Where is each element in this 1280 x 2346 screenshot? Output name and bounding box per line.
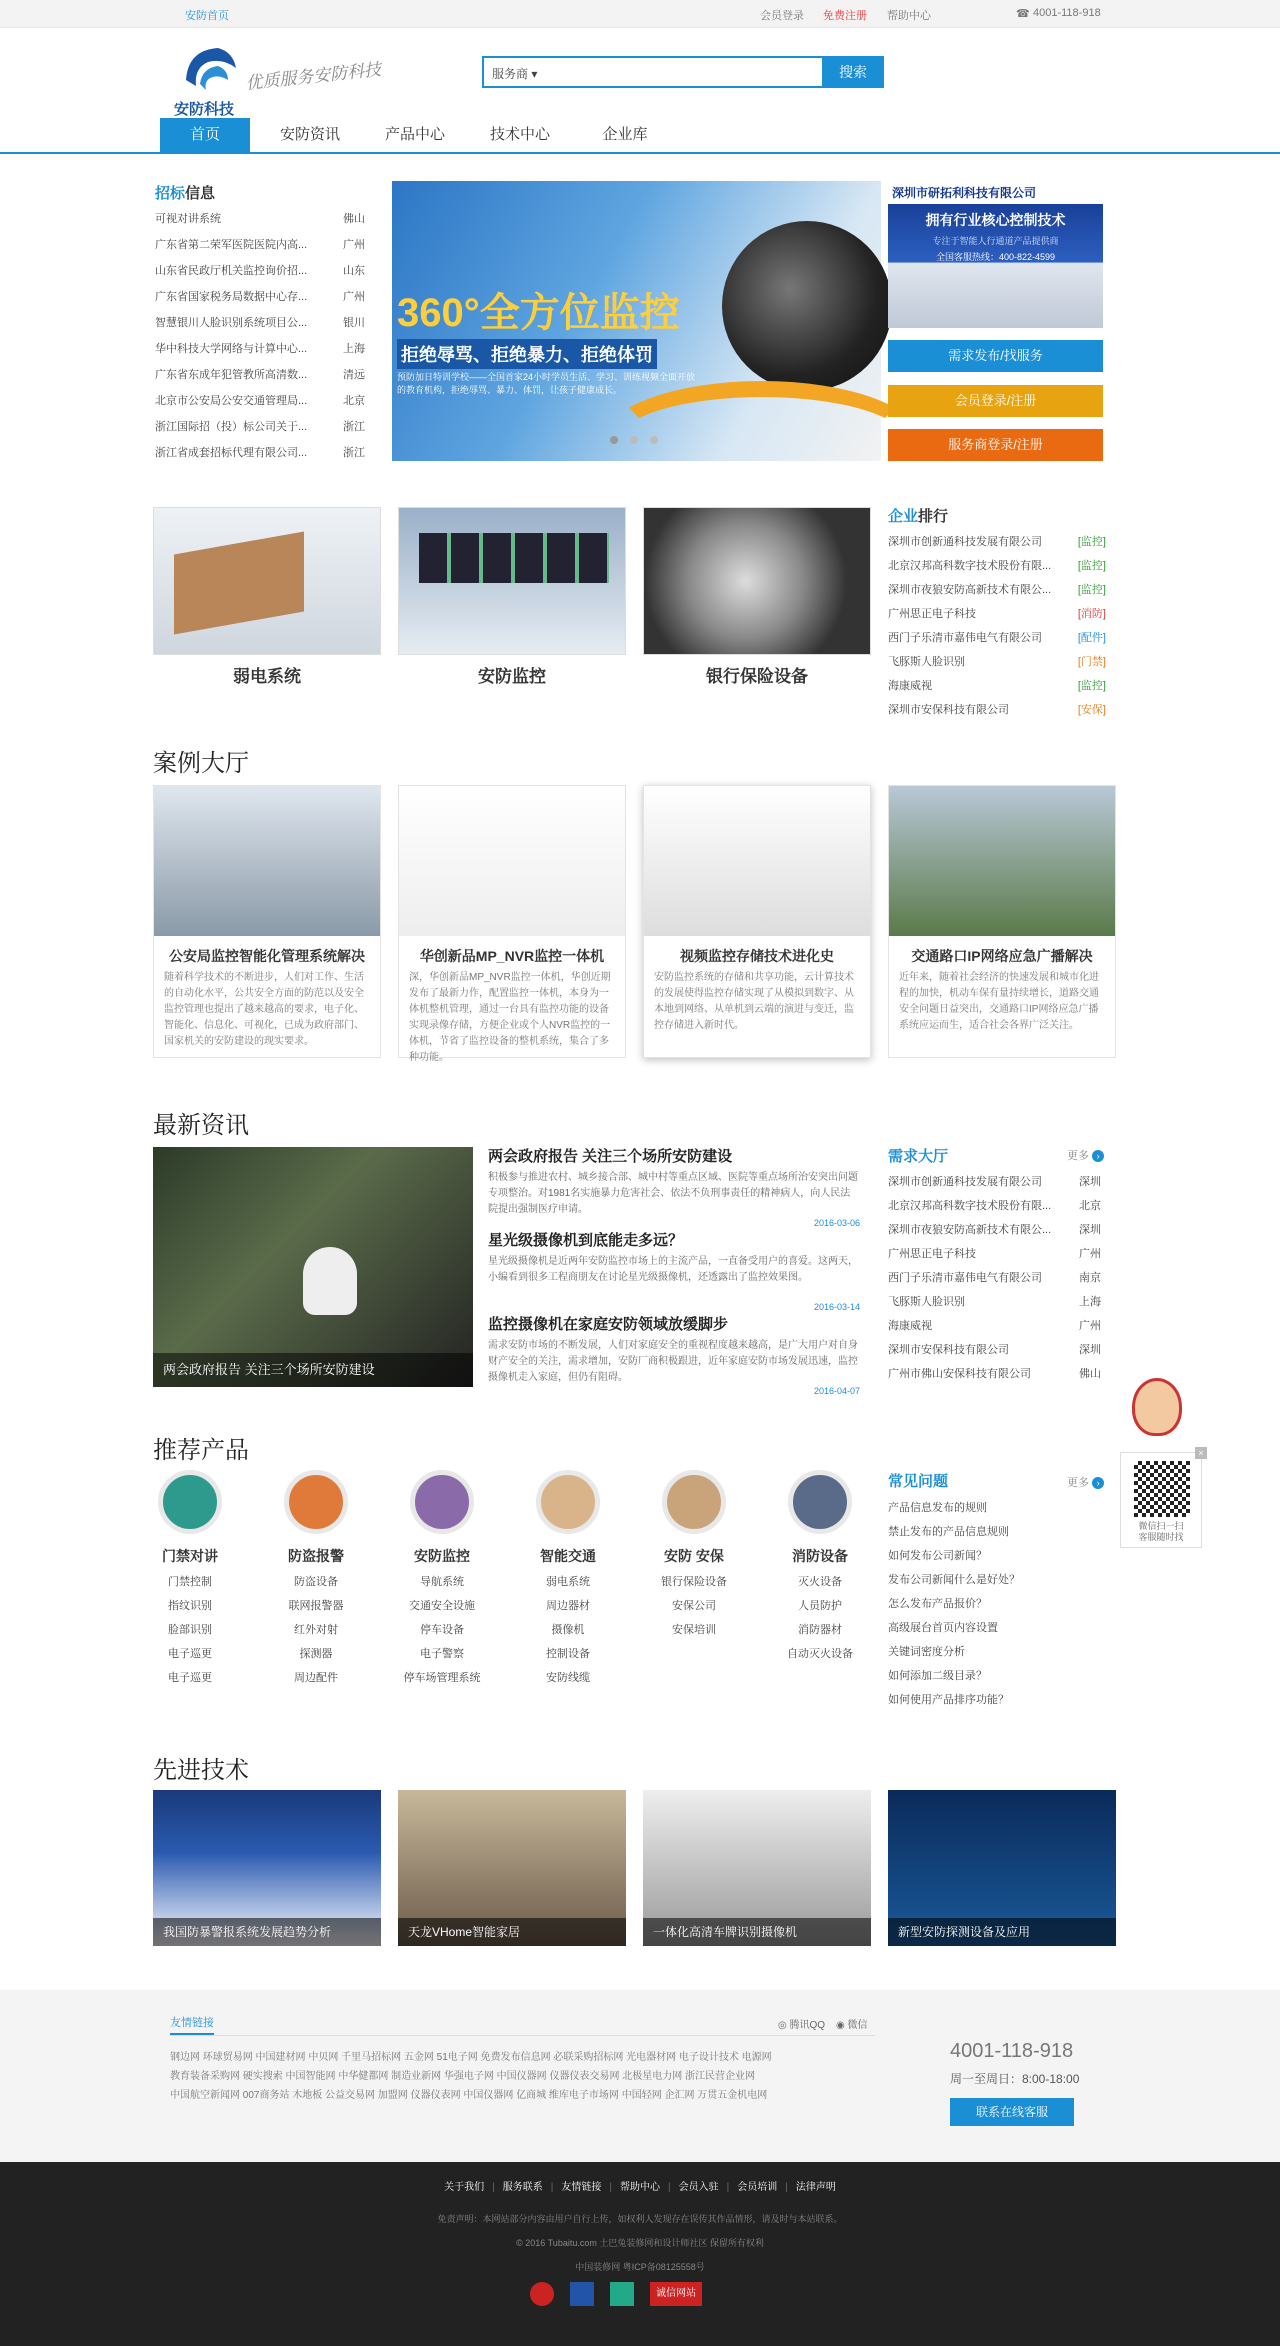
faq-list	[888, 1496, 1101, 1716]
ad-company: 深圳市研拓利科技有限公司	[888, 181, 1103, 204]
nav-home[interactable]: 首页	[160, 118, 250, 152]
product-category	[644, 1470, 744, 1642]
separator: |	[726, 2182, 730, 2193]
register-link[interactable]: 免费注册	[823, 10, 867, 22]
top-phone: 4001-118-918	[1033, 7, 1101, 19]
tender-item-title: 浙江省成套招标代理有限公司...	[155, 447, 308, 459]
case-image	[399, 786, 625, 936]
product-sub-link[interactable]: 电子巡更	[168, 1648, 212, 1660]
product-sub-link[interactable]: 防盗设备	[294, 1576, 338, 1588]
demand-item[interactable]	[888, 1218, 1101, 1242]
news-item-desc: 积极参与推进农村、城乡接合部、城中村等重点区域、医院等重点场所治安突出问题专项整治。对1981名实施暴力危害社会、依法不负刑事责任的精神病人，向人民法院提出强制医疗申请。	[488, 1172, 858, 1215]
ranking-item[interactable]	[888, 626, 1106, 650]
case-desc: 近年来，随着社会经济的快速发展和城市化进程的加快，机动车保有量持续增长，道路交通安全问题日益突出，交通路口IP网络应急广播系统应运而生，适合社会各界广泛关注。	[899, 972, 1099, 1031]
tech-caption: 新型安防探测设备及应用	[888, 1918, 1116, 1946]
tender-item-region: 佛山	[343, 213, 365, 225]
tender-item-title: 华中科技大学网络与计算中心...	[155, 343, 308, 355]
tools-icon[interactable]	[158, 1470, 222, 1534]
trust-badge-icon[interactable]	[610, 2282, 634, 2306]
friend-links-row[interactable]: 钢边网 环球贸易网 中国建材网 中贝网 千里马招标网 五金网 51电子网 免费发布信息网 必联采购招标网 光电器材网 电子设计技术 电源网	[170, 2052, 772, 2063]
separator: |	[492, 2182, 495, 2193]
tech-caption: 天龙VHome智能家居	[398, 1918, 626, 1946]
links-rows	[170, 2048, 875, 2105]
product-category-name[interactable]: 消防设备	[792, 1548, 848, 1564]
tender-item-region: 浙江	[343, 447, 365, 459]
logo-icon[interactable]	[178, 40, 240, 102]
security-badge-icon[interactable]	[570, 2282, 594, 2306]
news-item[interactable]	[488, 1313, 860, 1396]
demand-item[interactable]	[888, 1266, 1101, 1290]
news-item-desc: 星光级摄像机是近两年安防监控市场上的主流产品，一直备受用户的喜爱。这两天，小编看到很多工程商朋友在讨论星光级摄像机，还透露出了监控效果图。	[488, 1256, 858, 1283]
news-item-desc: 需求安防市场的不断发展，人们对家庭安全的重视程度越来越高，是广大用户对自身财产安全的关注，需求增加，安防厂商积极跟进，近年家庭安防市场发展迅速，监控摄像机走入家庭，但仍有阻碍。	[488, 1340, 858, 1383]
case-title: 公安局监控智能化管理系统解决	[169, 948, 365, 964]
demand-company: 深圳市创新通科技发展有限公司	[888, 1176, 1042, 1188]
product-sub-link[interactable]: 指纹识别	[168, 1600, 212, 1612]
ranking-company: 海康威视	[888, 680, 932, 692]
footer-link[interactable]: 法律声明	[795, 2182, 836, 2193]
police-badge-icon[interactable]	[530, 2282, 554, 2306]
ranking-tag: [消防]	[1077, 608, 1106, 620]
faq-item[interactable]: 如何使用产品排序功能？	[888, 1694, 1009, 1706]
product-sub-list	[518, 1570, 618, 1690]
case-desc: 随着科学技术的不断进步，人们对工作、生活的自动化水平，公共安全方面的防范以及安全监控管理也提出了越来越高的要求，电子化、智能化、信息化、可视化，已成为政府部门、国家机关的安防建设的现实要求。	[164, 972, 364, 1047]
tech-card[interactable]	[643, 1790, 871, 1946]
tender-item[interactable]	[155, 285, 365, 309]
demand-item[interactable]	[888, 1194, 1101, 1218]
nav-tech[interactable]: 技术中心	[489, 126, 550, 143]
demand-item[interactable]	[888, 1362, 1101, 1386]
case-title: 交通路口IP网络应急广播解决	[911, 948, 1093, 964]
qq-icon: ◎	[778, 2020, 787, 2031]
tender-item[interactable]	[155, 311, 365, 335]
demand-region: 广州	[1079, 1248, 1101, 1260]
main-nav	[0, 118, 1280, 154]
banner-subheadline: 拒绝辱骂、拒绝暴力、拒绝体罚	[397, 339, 657, 369]
member-login-button[interactable]: 会员登录/注册	[888, 385, 1103, 417]
product-sub-list	[266, 1570, 366, 1690]
tender-item-region: 清远	[343, 369, 365, 381]
ad-phone: 全国客服热线：400-822-4599	[935, 252, 1056, 262]
footer-link[interactable]: 服务联系	[502, 2182, 543, 2193]
ranking-tag: [监控]	[1077, 560, 1106, 572]
news-item-title: 监控摄像机在家庭安防领域放缓脚步	[488, 1316, 729, 1333]
tech-card[interactable]	[888, 1790, 1116, 1946]
tender-item-title: 可视对讲系统	[155, 213, 221, 225]
friend-links-row[interactable]: 教育装备采购网 硬实搜索 中国智能网 中华健都网 制造业新网 华强电子网 中国仪器网 仪器仪表交易网 北极星电力网 浙江民营企业网	[170, 2071, 756, 2082]
tender-title: 招标信息	[155, 185, 216, 202]
demand-company: 深圳市夜狼安防高新技术有限公...	[888, 1224, 1052, 1236]
demand-region: 南京	[1079, 1272, 1101, 1284]
demand-region: 广州	[1079, 1320, 1101, 1332]
faq-item[interactable]: 如何发布公司新闻？	[888, 1550, 987, 1562]
ranking-tag: [监控]	[1077, 584, 1106, 596]
demand-publish-button[interactable]: 需求发布/找服务	[888, 340, 1103, 372]
case-title: 视频监控存储技术进化史	[680, 948, 834, 964]
news-item-date: 2016-03-14	[813, 1302, 860, 1312]
tender-item-region: 银川	[343, 317, 365, 329]
product-category-name[interactable]: 门禁对讲	[162, 1548, 218, 1564]
demand-item[interactable]	[888, 1242, 1101, 1266]
faq-item[interactable]: 产品信息发布的规则	[888, 1502, 987, 1514]
product-sub-link[interactable]: 脸部识别	[168, 1624, 212, 1636]
qr-text: 微信扫一扫 客服随时找	[1138, 1521, 1184, 1542]
product-sub-list	[644, 1570, 744, 1642]
ranking-company: 北京汉邦高科数字技术股份有限...	[888, 560, 1052, 572]
product-sub-link[interactable]: 交通安全设施	[409, 1600, 475, 1612]
product-category-name[interactable]: 防盗报警	[288, 1548, 344, 1564]
help-link[interactable]: 帮助中心	[887, 10, 931, 22]
tender-item[interactable]	[155, 259, 365, 283]
faq-item[interactable]: 关键词密度分析	[888, 1646, 965, 1658]
news-item-date: 2016-03-06	[813, 1218, 860, 1228]
demand-region: 佛山	[1079, 1368, 1101, 1380]
demand-more-link[interactable]: 更多 ›	[1067, 1147, 1104, 1163]
ranking-tag: [监控]	[1077, 680, 1106, 692]
product-category-name[interactable]: 安防 安保	[664, 1548, 724, 1564]
ranking-company: 深圳市夜狼安防高新技术有限公...	[888, 584, 1052, 596]
product-sub-link[interactable]: 电子警察	[420, 1648, 464, 1660]
ranking-tag: [安保]	[1077, 704, 1106, 716]
footer-link[interactable]: 关于我们	[444, 2182, 485, 2193]
product-category	[140, 1470, 240, 1690]
product-category-name[interactable]: 安防监控	[414, 1548, 470, 1564]
service-phone: 4001-118-918	[950, 2040, 1074, 2062]
arrow-right-icon: ›	[1092, 1150, 1104, 1162]
product-sub-link[interactable]: 摄像机	[551, 1624, 585, 1636]
banner-text: 预防加日特训学校——全国首家24小时学员生活、学习、训练视频全面开放的教育机构，拒绝辱骂、暴力、体罚，让孩子健康成长。	[397, 372, 696, 395]
ranking-company: 深圳市创新通科技发展有限公司	[888, 536, 1042, 548]
category-weak-current-image[interactable]	[153, 507, 381, 655]
home-link[interactable]: 安防首页	[185, 10, 229, 22]
wechat-link[interactable]: ◉ 微信	[836, 2020, 868, 2031]
clipboard-icon[interactable]	[284, 1470, 348, 1534]
category-caption: 银行保险设备	[706, 667, 808, 686]
ranking-item[interactable]	[888, 650, 1106, 674]
footer-badges	[530, 2282, 702, 2306]
product-sub-link[interactable]: 导航系统	[420, 1576, 464, 1588]
demand-region: 深圳	[1079, 1224, 1101, 1236]
product-category	[266, 1470, 366, 1690]
tender-item-title: 北京市公安局公安交通管理局...	[155, 395, 308, 407]
demand-region: 深圳	[1079, 1344, 1101, 1356]
mascot-icon	[1132, 1378, 1182, 1436]
tech-caption: 我国防暴警报系统发展趋势分析	[153, 1918, 381, 1946]
demand-company: 西门子乐清市嘉伟电气有限公司	[888, 1272, 1042, 1284]
monitor-icon[interactable]	[410, 1470, 474, 1534]
footer-links	[0, 2178, 1280, 2193]
tender-item-title: 浙江国际招（投）标公司关于...	[155, 421, 308, 433]
banner-dots	[610, 436, 658, 444]
camera-image	[303, 1247, 357, 1315]
tech-card[interactable]	[153, 1790, 381, 1946]
banner-headline: 360°全方位监控	[397, 291, 680, 335]
faq-item[interactable]: 发布公司新闻什么是好处？	[888, 1574, 1020, 1586]
case-desc: 深，华创新品MP_NVR监控一体机，华创近期发布了最新力作，配置监控一体机，本身为一体机整机管理，通过一台具有监控功能的设备实现录像存储，方便企业或个人NVR监控的一体机，节省了监控设备的整机系统，集合了多种功能。	[409, 972, 611, 1063]
qr-code-icon	[1134, 1461, 1190, 1517]
case-title: 华创新品MP_NVR监控一体机	[419, 948, 605, 964]
ranking-tag: [监控]	[1077, 536, 1106, 548]
product-sub-list	[392, 1570, 492, 1690]
product-sub-link[interactable]: 红外对射	[294, 1624, 338, 1636]
product-sub-link[interactable]: 停车设备	[420, 1624, 464, 1636]
product-category	[770, 1470, 870, 1666]
product-category	[518, 1470, 618, 1690]
ranking-tag: [配件]	[1077, 632, 1106, 644]
demand-item[interactable]	[888, 1338, 1101, 1362]
ad-box[interactable]	[888, 181, 1103, 328]
faq-item[interactable]: 怎么发布产品报价？	[888, 1598, 987, 1610]
footer-link[interactable]: 友情链接	[561, 2182, 602, 2193]
qq-link[interactable]: ◎ 腾讯QQ	[778, 2020, 826, 2031]
tender-list	[155, 207, 365, 467]
product-sub-link[interactable]: 自动灭火设备	[787, 1648, 853, 1660]
nav-news[interactable]: 安防资讯	[279, 126, 340, 143]
ranking-item[interactable]	[888, 554, 1106, 578]
demand-title: 需求大厅	[888, 1148, 949, 1165]
case-card[interactable]	[643, 785, 871, 1058]
tender-item-region: 北京	[343, 395, 365, 407]
demand-item[interactable]	[888, 1314, 1101, 1338]
banner-dot[interactable]	[630, 436, 638, 444]
product-sub-link[interactable]: 人员防护	[798, 1600, 842, 1612]
ranking-item[interactable]	[888, 674, 1106, 698]
pencil-icon[interactable]	[536, 1470, 600, 1534]
house-illustration	[174, 532, 304, 635]
product-sub-link[interactable]: 消防器材	[798, 1624, 842, 1636]
ad-sub: 专注于智能人行通道产品提供商	[932, 236, 1059, 246]
phone-icon: ☎	[1016, 8, 1030, 20]
ad-slogan: 拥有行业核心控制技术	[925, 212, 1066, 228]
tech-grid	[153, 1790, 1113, 1950]
product-sub-link[interactable]: 停车场管理系统	[403, 1672, 481, 1684]
product-sub-link[interactable]: 弱电系统	[546, 1576, 590, 1588]
tech-title: 先进技术	[153, 1757, 249, 1784]
tender-item-title: 智慧银川人脸识别系统项目公...	[155, 317, 308, 329]
tender-item-region: 广州	[343, 239, 365, 251]
category-caption: 弱电系统	[233, 667, 301, 686]
demand-item[interactable]	[888, 1170, 1101, 1194]
category-bank-image[interactable]	[643, 507, 871, 655]
friend-links-row[interactable]: 中国航空新闻网 007商务站 木地板 公益交易网 加盟网 仪器仪表网 中国仪器网 亿商城 维库电子市场网 中国轻网 企汇网 万贯五金机电网	[170, 2090, 768, 2101]
faq-item[interactable]: 高级展台首页内容设置	[888, 1622, 998, 1634]
nav-companies[interactable]: 企业库	[602, 126, 648, 143]
footer-link[interactable]: 帮助中心	[620, 2182, 660, 2193]
news-feature-caption: 两会政府报告 关注三个场所安防建设	[153, 1353, 473, 1387]
credit-site-badge[interactable]: 诚信网站	[650, 2282, 702, 2306]
demand-company: 广州思正电子科技	[888, 1248, 976, 1260]
friend-links-section	[0, 1990, 1280, 2162]
faq-item[interactable]: 如何添加二级目录？	[888, 1670, 987, 1682]
products-title: 推荐产品	[153, 1437, 249, 1464]
news-item[interactable]	[488, 1229, 860, 1312]
wechat-icon: ◉	[836, 2020, 845, 2031]
cases-title: 案例大厅	[153, 750, 249, 777]
news-list	[488, 1145, 860, 1395]
tender-item[interactable]	[155, 337, 365, 361]
separator: |	[785, 2182, 788, 2193]
news-item-title: 星光级摄像机到底能走多远？	[488, 1232, 684, 1249]
product-category	[392, 1470, 492, 1690]
tech-card[interactable]	[398, 1790, 626, 1946]
logo-text: 安防科技	[174, 101, 235, 118]
news-item[interactable]	[488, 1145, 860, 1228]
ranking-item[interactable]	[888, 578, 1106, 602]
product-sub-link[interactable]: 安防线缆	[546, 1672, 590, 1684]
product-sub-link[interactable]: 安保公司	[672, 1600, 716, 1612]
ranking-list	[888, 530, 1106, 730]
tender-item[interactable]	[155, 363, 365, 387]
demand-region: 深圳	[1079, 1176, 1101, 1188]
product-sub-link[interactable]: 控制设备	[546, 1648, 590, 1660]
separator: |	[550, 2182, 554, 2193]
ranking-item[interactable]	[888, 602, 1106, 626]
main-banner[interactable]	[392, 181, 881, 461]
site-footer	[0, 2162, 1280, 2346]
demand-item[interactable]	[888, 1290, 1101, 1314]
ranking-company: 飞豚斯人脸识别	[888, 656, 965, 668]
product-sub-link[interactable]: 周边配件	[294, 1672, 338, 1684]
slogan: 优质服务安防科技	[244, 59, 382, 94]
ranking-company: 广州思正电子科技	[888, 608, 976, 620]
faq-title: 常见问题	[888, 1473, 949, 1490]
floating-service	[1120, 1370, 1202, 1548]
banner-dot[interactable]	[650, 436, 658, 444]
camera-image	[722, 221, 892, 391]
top-bar	[0, 0, 1280, 28]
nav-products[interactable]: 产品中心	[384, 126, 445, 143]
online-service-button[interactable]: 联系在线客服	[950, 2098, 1074, 2126]
category-monitor-image[interactable]	[398, 507, 626, 655]
footer-disclaimer: 免责声明：本网站部分内容由用户自行上传，如权利人发现存在误传其作品情形，请及时与本站联系。	[437, 2214, 843, 2224]
product-sub-link[interactable]: 灭火设备	[798, 1576, 842, 1588]
search-box	[482, 56, 884, 88]
video-wall	[419, 533, 609, 583]
footer-icp: 中国装修网 粤ICP备08125558号	[575, 2262, 705, 2272]
products-grid	[140, 1470, 880, 1710]
demand-region: 上海	[1079, 1296, 1101, 1308]
separator: |	[668, 2182, 671, 2193]
tender-item[interactable]	[155, 389, 365, 413]
product-sub-link[interactable]: 周边器材	[546, 1600, 590, 1612]
footer-link[interactable]: 会员培训	[737, 2182, 778, 2193]
tender-item[interactable]	[155, 233, 365, 257]
demand-company: 深圳市安保科技有限公司	[888, 1344, 1009, 1356]
search-category-select[interactable]: 服务商 ▾	[492, 67, 538, 81]
tender-item-title: 山东省民政厅机关监控询价招...	[155, 265, 308, 277]
search-button[interactable]: 搜索	[822, 56, 884, 88]
product-sub-list	[770, 1570, 870, 1666]
ranking-title: 企业排行	[888, 508, 949, 525]
tender-item-region: 广州	[343, 291, 365, 303]
faq-more-link[interactable]: 更多 ›	[1067, 1474, 1104, 1490]
tender-item-title: 广东省国家税务局数据中心存...	[155, 291, 308, 303]
product-sub-link[interactable]: 银行保险设备	[661, 1576, 727, 1588]
barrier-icon[interactable]	[662, 1470, 726, 1534]
case-card[interactable]	[398, 785, 626, 1063]
product-sub-link[interactable]: 电子巡更	[168, 1672, 212, 1684]
product-sub-list	[140, 1570, 240, 1690]
news-item-title: 两会政府报告 关注三个场所安防建设	[488, 1148, 733, 1165]
case-image	[644, 786, 870, 936]
footer-copyright: © 2016 Tubaitu.com 土巴兔装修网和设计师社区 保留所有权利	[516, 2238, 764, 2248]
tender-item-region: 浙江	[343, 421, 365, 433]
demand-list	[888, 1170, 1101, 1390]
category-caption: 安防监控	[478, 667, 546, 686]
provider-login-button[interactable]: 服务商登录/注册	[888, 429, 1103, 461]
tender-item[interactable]	[155, 207, 365, 231]
demand-company: 广州市佛山安保科技有限公司	[888, 1368, 1031, 1380]
header	[0, 28, 1280, 116]
case-card[interactable]	[888, 785, 1116, 1058]
ranking-item[interactable]	[888, 698, 1106, 722]
separator: |	[609, 2182, 612, 2193]
layers-icon[interactable]	[788, 1470, 852, 1534]
demand-company: 北京汉邦高科数字技术股份有限...	[888, 1200, 1052, 1212]
product-sub-link[interactable]: 探测器	[299, 1648, 333, 1660]
news-title: 最新资讯	[153, 1112, 249, 1139]
close-icon[interactable]: ×	[1195, 1447, 1207, 1459]
ranking-tag: [门禁]	[1077, 656, 1106, 668]
divider	[170, 2035, 875, 2036]
arrow-right-icon: ›	[1092, 1477, 1104, 1489]
product-sub-link[interactable]: 联网报警器	[288, 1600, 344, 1612]
ranking-item[interactable]	[888, 530, 1106, 554]
login-link[interactable]: 会员登录	[760, 10, 804, 22]
footer-link[interactable]: 会员入驻	[678, 2182, 719, 2193]
faq-item[interactable]: 禁止发布的产品信息规则	[888, 1526, 1009, 1538]
tech-caption: 一体化高清车牌识别摄像机	[643, 1918, 871, 1946]
tender-item-region: 山东	[343, 265, 365, 277]
product-sub-link[interactable]: 安保培训	[672, 1624, 716, 1636]
tender-item-title: 广东省第二荣军医院医院内高...	[155, 239, 308, 251]
ranking-company: 深圳市安保科技有限公司	[888, 704, 1009, 716]
service-hours: 周一至周日：8:00-18:00	[950, 2072, 1080, 2086]
product-category-name[interactable]: 智能交通	[540, 1548, 596, 1564]
demand-company: 飞豚斯人脸识别	[888, 1296, 965, 1308]
cases-grid	[153, 785, 1113, 1063]
product-sub-link[interactable]: 门禁控制	[168, 1576, 212, 1588]
news-item-date: 2016-04-07	[813, 1386, 860, 1396]
case-image	[154, 786, 380, 936]
tender-item-region: 上海	[343, 343, 365, 355]
case-desc: 安防监控系统的存储和共享功能，云计算技术的发展使得监控存储实现了从模拟到数字、从本地到网络、从单机到云端的演进与变迁，监控存储进入新时代。	[654, 972, 854, 1031]
tender-item-title: 广东省东成年犯管教所高清数...	[155, 369, 308, 381]
ranking-company: 西门子乐清市嘉伟电气有限公司	[888, 632, 1042, 644]
news-feature-image[interactable]	[153, 1147, 473, 1387]
demand-company: 海康威视	[888, 1320, 932, 1332]
case-card[interactable]	[153, 785, 381, 1058]
links-title: 友情链接	[170, 2014, 214, 2035]
demand-region: 北京	[1079, 1200, 1101, 1212]
banner-dot[interactable]	[610, 436, 618, 444]
tender-item[interactable]	[155, 441, 365, 465]
tender-item[interactable]	[155, 415, 365, 439]
case-image	[889, 786, 1115, 936]
qr-box[interactable]	[1120, 1448, 1204, 1548]
